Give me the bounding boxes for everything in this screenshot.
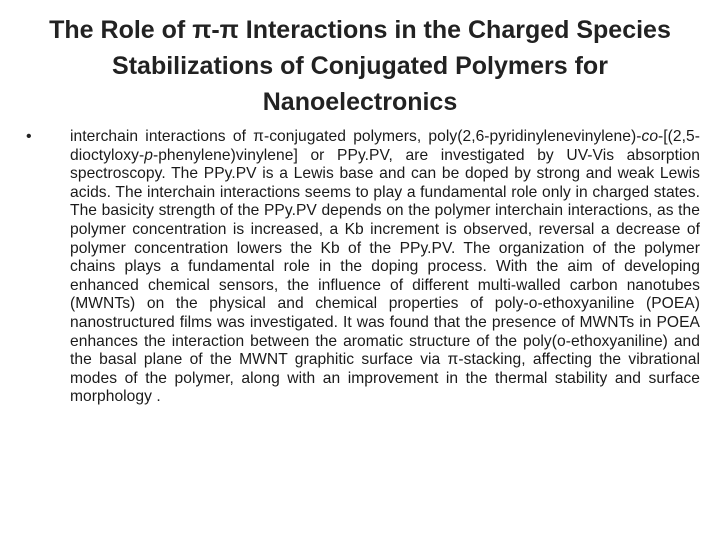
bullet-icon: • xyxy=(26,128,32,145)
slide-title: The Role of π-π Interactions in the Charged Species Stabilizations of Conjugated Polymers for Nanoelectronics xyxy=(49,16,671,116)
body-text-part-1: interchain interactions of π-conjugated polymers, poly(2,6-pyridinylenevinylene)- xyxy=(70,128,642,145)
body-italic-p: p xyxy=(144,146,153,164)
bullet-body-text xyxy=(70,128,700,407)
body-text-part-3: -phenylene)vinylene] or PPy.PV, are investigated by UV-Vis absorption spectroscopy. The PPy.PV is a Lewis base and can be doped by strong and weak Lewis acids. The interchain interactions seems to play a fundamental role only in charged states. The basicity strength of the PPy.PV depends on the polymer interchain interactions, as the polymer concentration is increased, a Kb increment is observed, reversal a decrease of polymer concentration lowers the Kb of the PPy.PV. The organization of the polymer chains plays a fundamental role in the doping process. With the aim of developing enhanced chemical sensors, the influence of different multi-walled carbon nanotubes (MWNTs) on the physical and chemical properties of poly-o-ethoxyaniline (POEA) nanostructured films was investigated. It was found that the presence of MWNTs in POEA enhances the interaction between the aromatic structure of the poly(o-ethoxyaniline) and the basal plane of the MWNT graphitic surface via π-stacking, affecting the vibrational modes of the polymer, along with an improvement in the thermal stability and surface morphology . xyxy=(70,146,700,406)
body-italic-co: co xyxy=(641,128,659,145)
body-text-part-2: -[(2,5-dioctyloxy- xyxy=(70,128,700,164)
